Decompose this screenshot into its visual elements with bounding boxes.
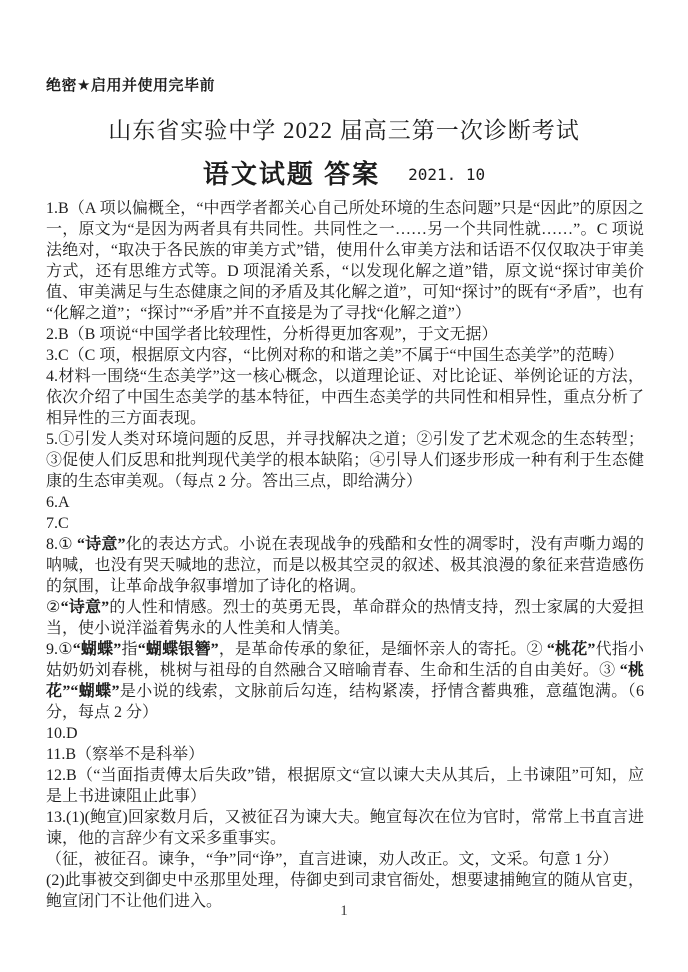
- answer-text: ，是革命传承的象征，是缅怀亲人的寄托。②: [218, 641, 547, 658]
- answer-text: 指: [121, 641, 138, 658]
- answer-key-term: “诗意”: [76, 536, 126, 553]
- answer-text: 5.①引发人类对环境问题的反思，并寻找解决之道；②引发了艺术观念的生态转型；③促使人们反思和批判现代美学的根本缺陷；④引导人们逐步形成一种有利于生态健康的生态审美观。（每点 2 分。答出三点，即给满分）: [46, 431, 644, 490]
- answer-text: 的人性和情感。烈士的英勇无畏，革命群众的热情支持，烈士家属的大爱担当，使小说洋溢着隽永的人性美和人情美。: [46, 599, 644, 637]
- answer-text: 是小说的线索，文脉前后勾连，结构紧凑，抒情含蓄典雅，意蕴饱满。（6 分，每点 2 分）: [46, 683, 644, 721]
- subtitle-row: [0, 154, 688, 191]
- exam-date: 2021. 10: [408, 165, 486, 184]
- page-number: 1: [340, 903, 348, 919]
- answer-key-term: “桃花”: [546, 641, 596, 658]
- answer-key-term: “诗意”: [60, 599, 110, 616]
- exam-title: 山东省实验中学 2022 届高三第一次诊断考试: [108, 118, 580, 143]
- answer-key-term: “桃花”“蝴蝶”: [46, 662, 644, 700]
- answer-text: 2.B（B 项说“中国学者比较理性，分析得更加客观”，于文无据）: [46, 326, 498, 343]
- answer-text: 8.①: [46, 536, 77, 553]
- answer-paragraph: [46, 765, 644, 807]
- answers-body: [46, 198, 644, 912]
- answer-paragraph: [46, 849, 644, 870]
- answer-text: 9.①: [46, 641, 73, 658]
- answer-key-term: “蝴蝶银簪”: [137, 641, 219, 658]
- answer-paragraph: [46, 345, 644, 366]
- answer-text: 6.A: [46, 494, 70, 511]
- answer-paragraph: [46, 597, 644, 639]
- answer-text: 3.C（C 项，根据原文内容，“比例对称的和谐之美”不属于“中国生态美学”的范畴）: [46, 347, 624, 364]
- answer-text: 11.B（察举不是科举）: [46, 746, 205, 763]
- answer-paragraph: [46, 807, 644, 849]
- answer-text: 7.C: [46, 515, 69, 532]
- answer-text: 代指小姑奶奶刘春桃，桃树与祖母的自然融合又暗喻青春、生命和生活的自由美好。③: [46, 641, 644, 679]
- answer-text: 10.D: [46, 725, 78, 742]
- answer-text: （征，被征召。谏争，“争”同“诤”，直言进谏，劝人改正。文，文采。句意 1 分）: [46, 851, 619, 868]
- answer-text: 12.B（“当面指责傅太后失政”错，根据原文“宣以谏大夫从其后，上书谏阻”可知，应是上书进谏阻止此事）: [46, 767, 644, 805]
- answer-text: 4.材料一围绕“生态美学”这一核心概念，以道理论证、对比论证、举例论证的方法，依次介绍了中国生态美学的基本特征，中西生态美学的共同性和相异性，重点分析了相异性的三方面表现。: [46, 368, 644, 427]
- answer-paragraph: [46, 534, 644, 597]
- answer-text: 1.B（A 项以偏概全，“中西学者都关心自己所处环境的生态问题”只是“因此”的原因之一，原文为“是因为两者具有共同性。共同性之一……另一个共同性就……”。C 项说法绝对，“取决于各民族的审美方式”错，使用什么审美方法和话语不仅仅取决于审美方式，还有思维方式等。D 项混淆关系，“以发现化解之道”错，原文说“探讨审美价值、审美满足与生态健康之间的矛盾及其化解之道”，可知“探讨”的既有“矛盾”，也有“化解之道”；“探讨”“矛盾”并不直接是为了寻找“化解之道”）: [46, 200, 644, 322]
- answer-paragraph: [46, 492, 644, 513]
- answer-paragraph: [46, 513, 644, 534]
- answer-text: ②: [46, 599, 61, 616]
- answer-paragraph: [46, 429, 644, 492]
- subject-answer-heading: 语文试题 答案: [202, 159, 381, 189]
- answer-text: 化的表达方式。小说在表现战争的残酷和女性的凋零时，没有声嘶力竭的呐喊，也没有哭天喊地的悲泣，而是以极其空灵的叙述、极其浪漫的象征来营造感伤的氛围，让革命战争叙事增加了诗化的格调。: [46, 536, 644, 595]
- answer-paragraph: [46, 198, 644, 324]
- answer-text: (2)此事被交到御史中丞那里处理，侍御史到司隶官衙处，想要逮捕鲍宣的随从官吏，鲍宣闭门不让他们进入。: [46, 872, 644, 910]
- answer-paragraph: [46, 744, 644, 765]
- answer-paragraph: [46, 324, 644, 345]
- answer-paragraph: [46, 366, 644, 429]
- answer-key-term: “蝴蝶”: [72, 641, 122, 658]
- answer-paragraph: [46, 723, 644, 744]
- answer-paragraph: [46, 639, 644, 723]
- answer-text: 13.(1)(鲍宣)回家数月后，又被征召为谏大夫。鲍宣每次在位为官时，常常上书直言进谏，他的言辞少有文采多重事实。: [46, 809, 644, 847]
- classification-notice: 绝密★启用并使用完毕前: [46, 77, 215, 94]
